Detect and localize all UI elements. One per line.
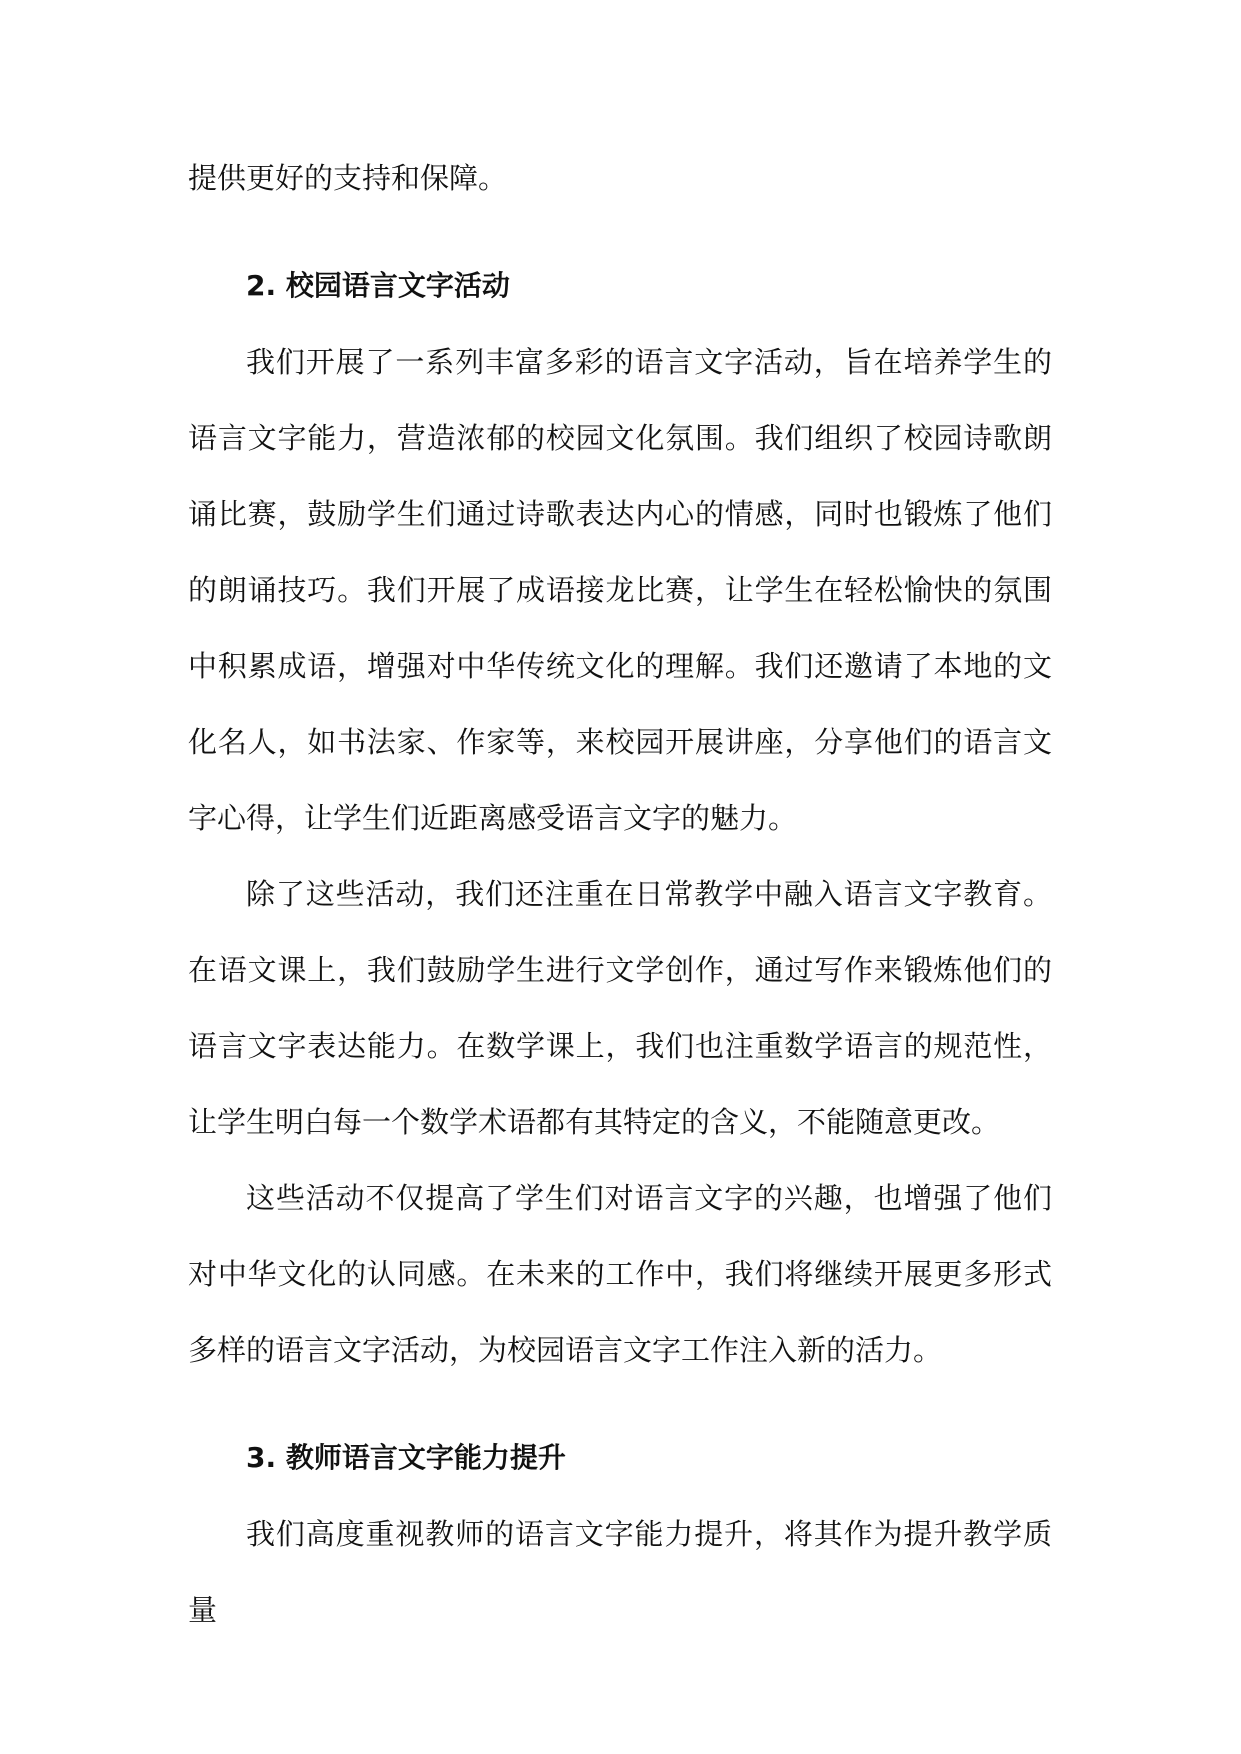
document-body bbox=[188, 140, 1052, 1648]
section2-paragraph-3: 这些活动不仅提高了学生们对语言文字的兴趣，也增强了他们对中华文化的认同感。在未来的工作中，我们将继续开展更多形式多样的语言文字活动，为校园语言文字工作注入新的活力。 bbox=[188, 1181, 1052, 1367]
section-heading-3: 3. 教师语言文字能力提升 bbox=[246, 1441, 566, 1474]
continuation-paragraph: 提供更好的支持和保障。 bbox=[188, 161, 508, 195]
section2-paragraph-1: 我们开展了一系列丰富多彩的语言文字活动，旨在培养学生的语言文字能力，营造浓郁的校园文化氛围。我们组织了校园诗歌朗诵比赛，鼓励学生们通过诗歌表达内心的情感，同时也锻炼了他们的朗诵技巧。我们开展了成语接龙比赛，让学生在轻松愉快的氛围中积累成语，增强对中华传统文化的理解。我们还邀请了本地的文化名人，如书法家、作家等，来校园开展讲座，分享他们的语言文字心得，让学生们近距离感受语言文字的魅力。 bbox=[188, 345, 1052, 835]
section-heading-2: 2. 校园语言文字活动 bbox=[246, 269, 510, 302]
section2-paragraph-2: 除了这些活动，我们还注重在日常教学中融入语言文字教育。在语文课上，我们鼓励学生进行文学创作，通过写作来锻炼他们的语言文字表达能力。在数学课上，我们也注重数学语言的规范性，让学生明白每一个数学术语都有其特定的含义，不能随意更改。 bbox=[188, 877, 1052, 1139]
section3-paragraph-1: 我们高度重视教师的语言文字能力提升，将其作为提升教学质量 bbox=[188, 1517, 1052, 1627]
